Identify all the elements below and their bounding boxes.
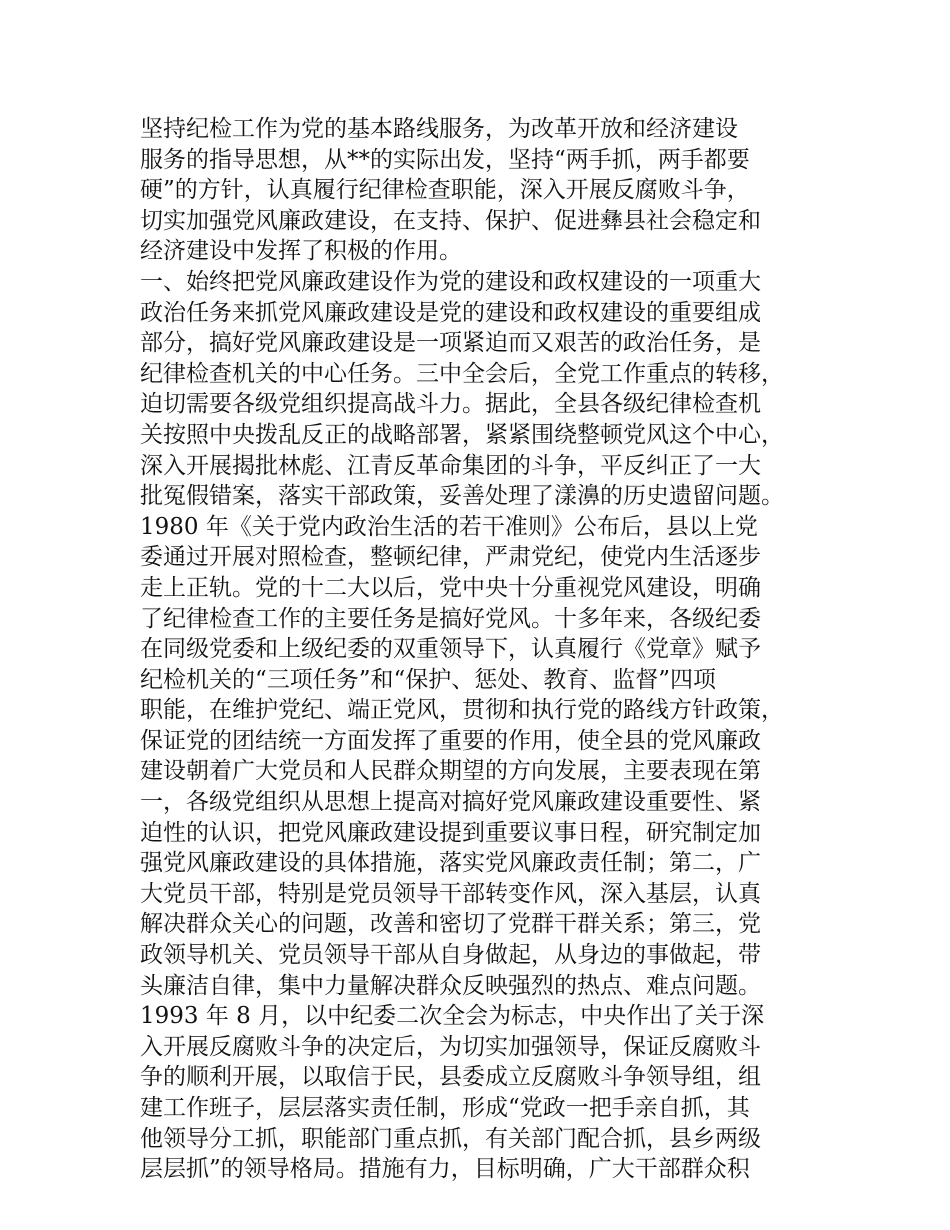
text-line: 头廉洁自律，集中力量解决群众反映强烈的热点、难点问题。 bbox=[140, 972, 761, 999]
text-line: 迫切需要各级党组织提高战斗力。据此，全县各级纪律检查机 bbox=[140, 391, 761, 418]
text-line: 建设朝着广大党员和人民群众期望的方向发展，主要表现在第 bbox=[140, 758, 761, 785]
text-line: 深入开展揭批林彪、江青反革命集团的斗争，平反纠正了一大 bbox=[140, 452, 761, 479]
text-line: 保证党的团结统一方面发挥了重要的作用，使全县的党风廉政 bbox=[140, 727, 761, 754]
text-line: 层层抓”的领导格局。措施有力，目标明确，广大干部群众积 bbox=[140, 1156, 750, 1183]
text-line: 部分，搞好党风廉政建设是一项紧迫而又艰苦的政治任务，是 bbox=[140, 330, 761, 357]
text-line: 解决群众关心的问题，改善和密切了党群干群关系；第三，党 bbox=[140, 911, 761, 938]
text-line: 了纪律检查工作的主要任务是搞好党风。十多年来，各级纪委 bbox=[140, 605, 761, 632]
text-line: 批冤假错案，落实干部政策，妥善处理了漾濞的历史遗留问题。 bbox=[140, 483, 784, 510]
text-line: 迫性的认识，把党风廉政建设提到重要议事日程，研究制定加 bbox=[140, 819, 761, 846]
text-line: 坚持纪检工作为党的基本路线服务，为改革开放和经济建设 bbox=[140, 116, 738, 142]
text-line: 服务的指导思想，从**的实际出发，坚持“两手抓，两手都要 bbox=[140, 146, 750, 173]
text-line: 切实加强党风廉政建设，在支持、保护、促进彝县社会稳定和 bbox=[140, 207, 761, 234]
text-line: 职能，在维护党纪、端正党风，贯彻和执行党的路线方针政策， bbox=[140, 697, 784, 724]
text-line: 纪律检查机关的中心任务。三中全会后，全党工作重点的转移， bbox=[140, 360, 784, 387]
text-line: 他领导分工抓，职能部门重点抓，有关部门配合抓，县乡两级 bbox=[140, 1125, 761, 1152]
text-line: 一，各级党组织从思想上提高对搞好党风廉政建设重要性、紧 bbox=[140, 789, 761, 816]
text-line: 走上正轨。党的十二大以后，党中央十分重视党风建设，明确 bbox=[140, 574, 761, 601]
text-line: 政领导机关、党员领导干部从自身做起，从身边的事做起，带 bbox=[140, 942, 761, 969]
text-line: 一、始终把党风廉政建设作为党的建设和政权建设的一项重大 bbox=[140, 268, 761, 295]
text-line: 强党风廉政建设的具体措施，落实党风廉政责任制；第二，广 bbox=[140, 850, 761, 877]
text-line: 关按照中央拨乱反正的战略部署，紧紧围绕整顿党风这个中心， bbox=[140, 421, 784, 448]
text-line: 纪检机关的“三项任务”和“保护、惩处、教育、监督”四项 bbox=[140, 666, 717, 693]
text-line: 委通过开展对照检查，整顿纪律，严肃党纪，使党内生活逐步 bbox=[140, 544, 761, 571]
text-line: 入开展反腐败斗争的决定后，为切实加强领导，保证反腐败斗 bbox=[140, 1033, 761, 1060]
text-line: 在同级党委和上级纪委的双重领导下，认真履行《党章》赋予 bbox=[140, 636, 761, 663]
text-line: 政治任务来抓党风廉政建设是党的建设和政权建设的重要组成 bbox=[140, 299, 761, 326]
text-line: 1980 年《关于党内政治生活的若干准则》公布后，县以上党 bbox=[140, 513, 758, 540]
text-line: 经济建设中发挥了积极的作用。 bbox=[140, 238, 462, 265]
text-line: 1993 年 8 月，以中纪委二次全会为标志，中央作出了关于深 bbox=[140, 1003, 765, 1030]
text-line: 争的顺利开展，以取信于民，县委成立反腐败斗争领导组，组 bbox=[140, 1064, 761, 1091]
text-line: 建工作班子，层层落实责任制，形成“党政一把手亲自抓，其 bbox=[140, 1095, 750, 1121]
text-line: 大党员干部，特别是党员领导干部转变作风，深入基层，认真 bbox=[140, 880, 761, 907]
text-line: 硬”的方针，认真履行纪律检查职能，深入开展反腐败斗争， bbox=[140, 177, 750, 204]
body-text bbox=[140, 114, 830, 1185]
